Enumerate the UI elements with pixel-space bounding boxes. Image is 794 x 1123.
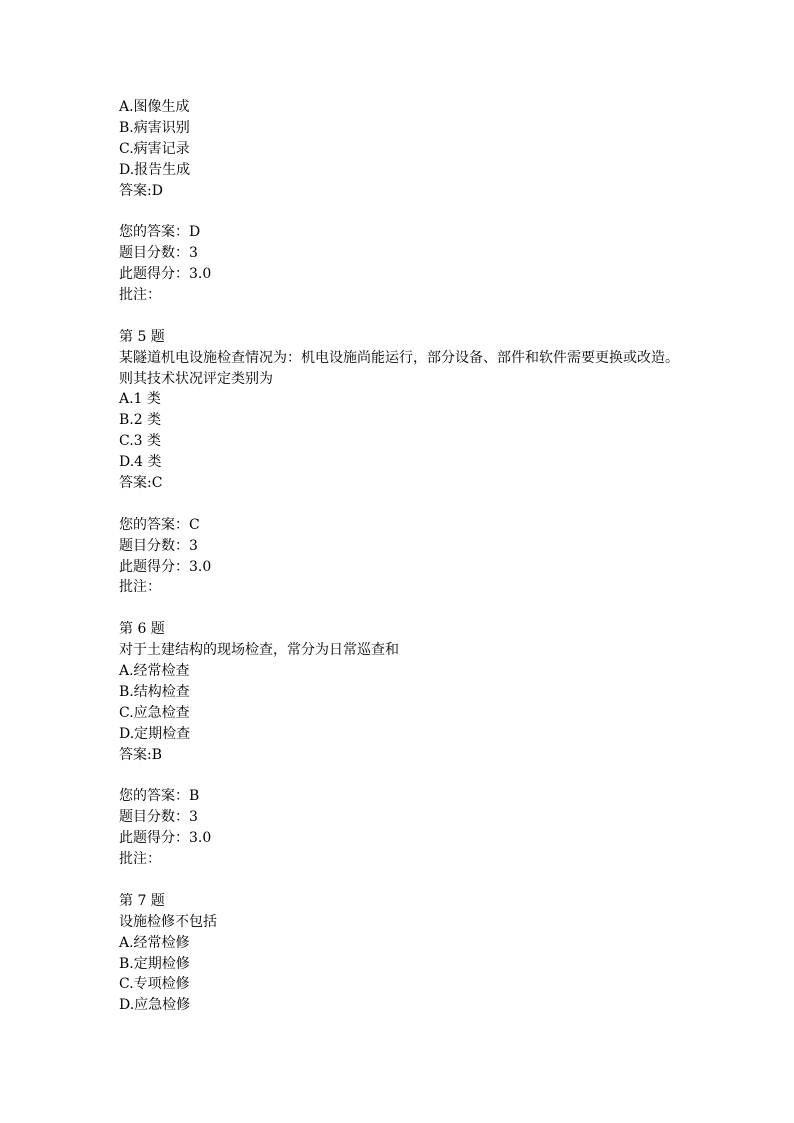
option-d: D.4 类 (119, 454, 162, 471)
option-b: B.病害识别 (119, 119, 190, 136)
question-score: 此题得分：3.0 (119, 558, 212, 575)
question-stem: 设施检修不包括 (119, 913, 217, 930)
your-answer: 您的答案：B (119, 788, 200, 805)
option-b: B.2 类 (119, 412, 162, 429)
option-a: A.经常检查 (119, 663, 190, 680)
question-points: 题目分数：3 (119, 809, 198, 826)
option-b: B.定期检修 (119, 955, 190, 972)
option-b: B.结构检查 (119, 683, 190, 700)
comment-label: 批注： (119, 851, 161, 868)
question-4-tail (119, 97, 739, 327)
question-points: 题目分数：3 (119, 537, 198, 554)
spacer (119, 766, 739, 787)
correct-answer: 答案:D (119, 182, 163, 199)
option-a: A.图像生成 (119, 99, 190, 115)
question-score: 此题得分：3.0 (119, 266, 212, 283)
document-body (119, 97, 739, 1016)
spacer (119, 598, 739, 619)
spacer (119, 870, 739, 891)
spacer (119, 201, 739, 222)
spacer (119, 494, 739, 515)
question-points: 题目分数：3 (119, 245, 198, 262)
option-d: D.定期检查 (119, 725, 191, 742)
option-a: A.经常检修 (119, 934, 190, 951)
comment-label: 批注： (119, 287, 161, 304)
question-stem: 某隧道机电设施检查情况为：机电设施尚能运行，部分设备、部件和软件需要更换或改造。 (119, 349, 679, 366)
spacer (119, 306, 739, 327)
your-answer: 您的答案：C (119, 516, 200, 533)
option-c: C.3 类 (119, 433, 162, 450)
option-d: D.应急检修 (119, 997, 191, 1014)
question-number: 第 7 题 (119, 892, 165, 909)
question-5 (119, 327, 739, 619)
question-score: 此题得分：3.0 (119, 830, 212, 847)
correct-answer: 答案:C (119, 475, 163, 492)
option-c: C.应急检查 (119, 704, 190, 721)
question-stem-continued: 则其技术状况评定类别为 (119, 370, 273, 387)
question-6 (119, 619, 739, 891)
question-number: 第 5 题 (119, 328, 165, 345)
correct-answer: 答案:B (119, 746, 163, 763)
option-d: D.报告生成 (119, 161, 191, 178)
question-7 (119, 891, 739, 1016)
your-answer: 您的答案：D (119, 224, 201, 241)
question-number: 第 6 题 (119, 621, 165, 638)
option-a: A.1 类 (119, 391, 161, 408)
question-stem: 对于土建结构的现场检查，常分为日常巡查和 (119, 642, 399, 659)
option-c: C.病害记录 (119, 140, 190, 157)
comment-label: 批注： (119, 579, 161, 596)
option-c: C.专项检修 (119, 976, 190, 993)
